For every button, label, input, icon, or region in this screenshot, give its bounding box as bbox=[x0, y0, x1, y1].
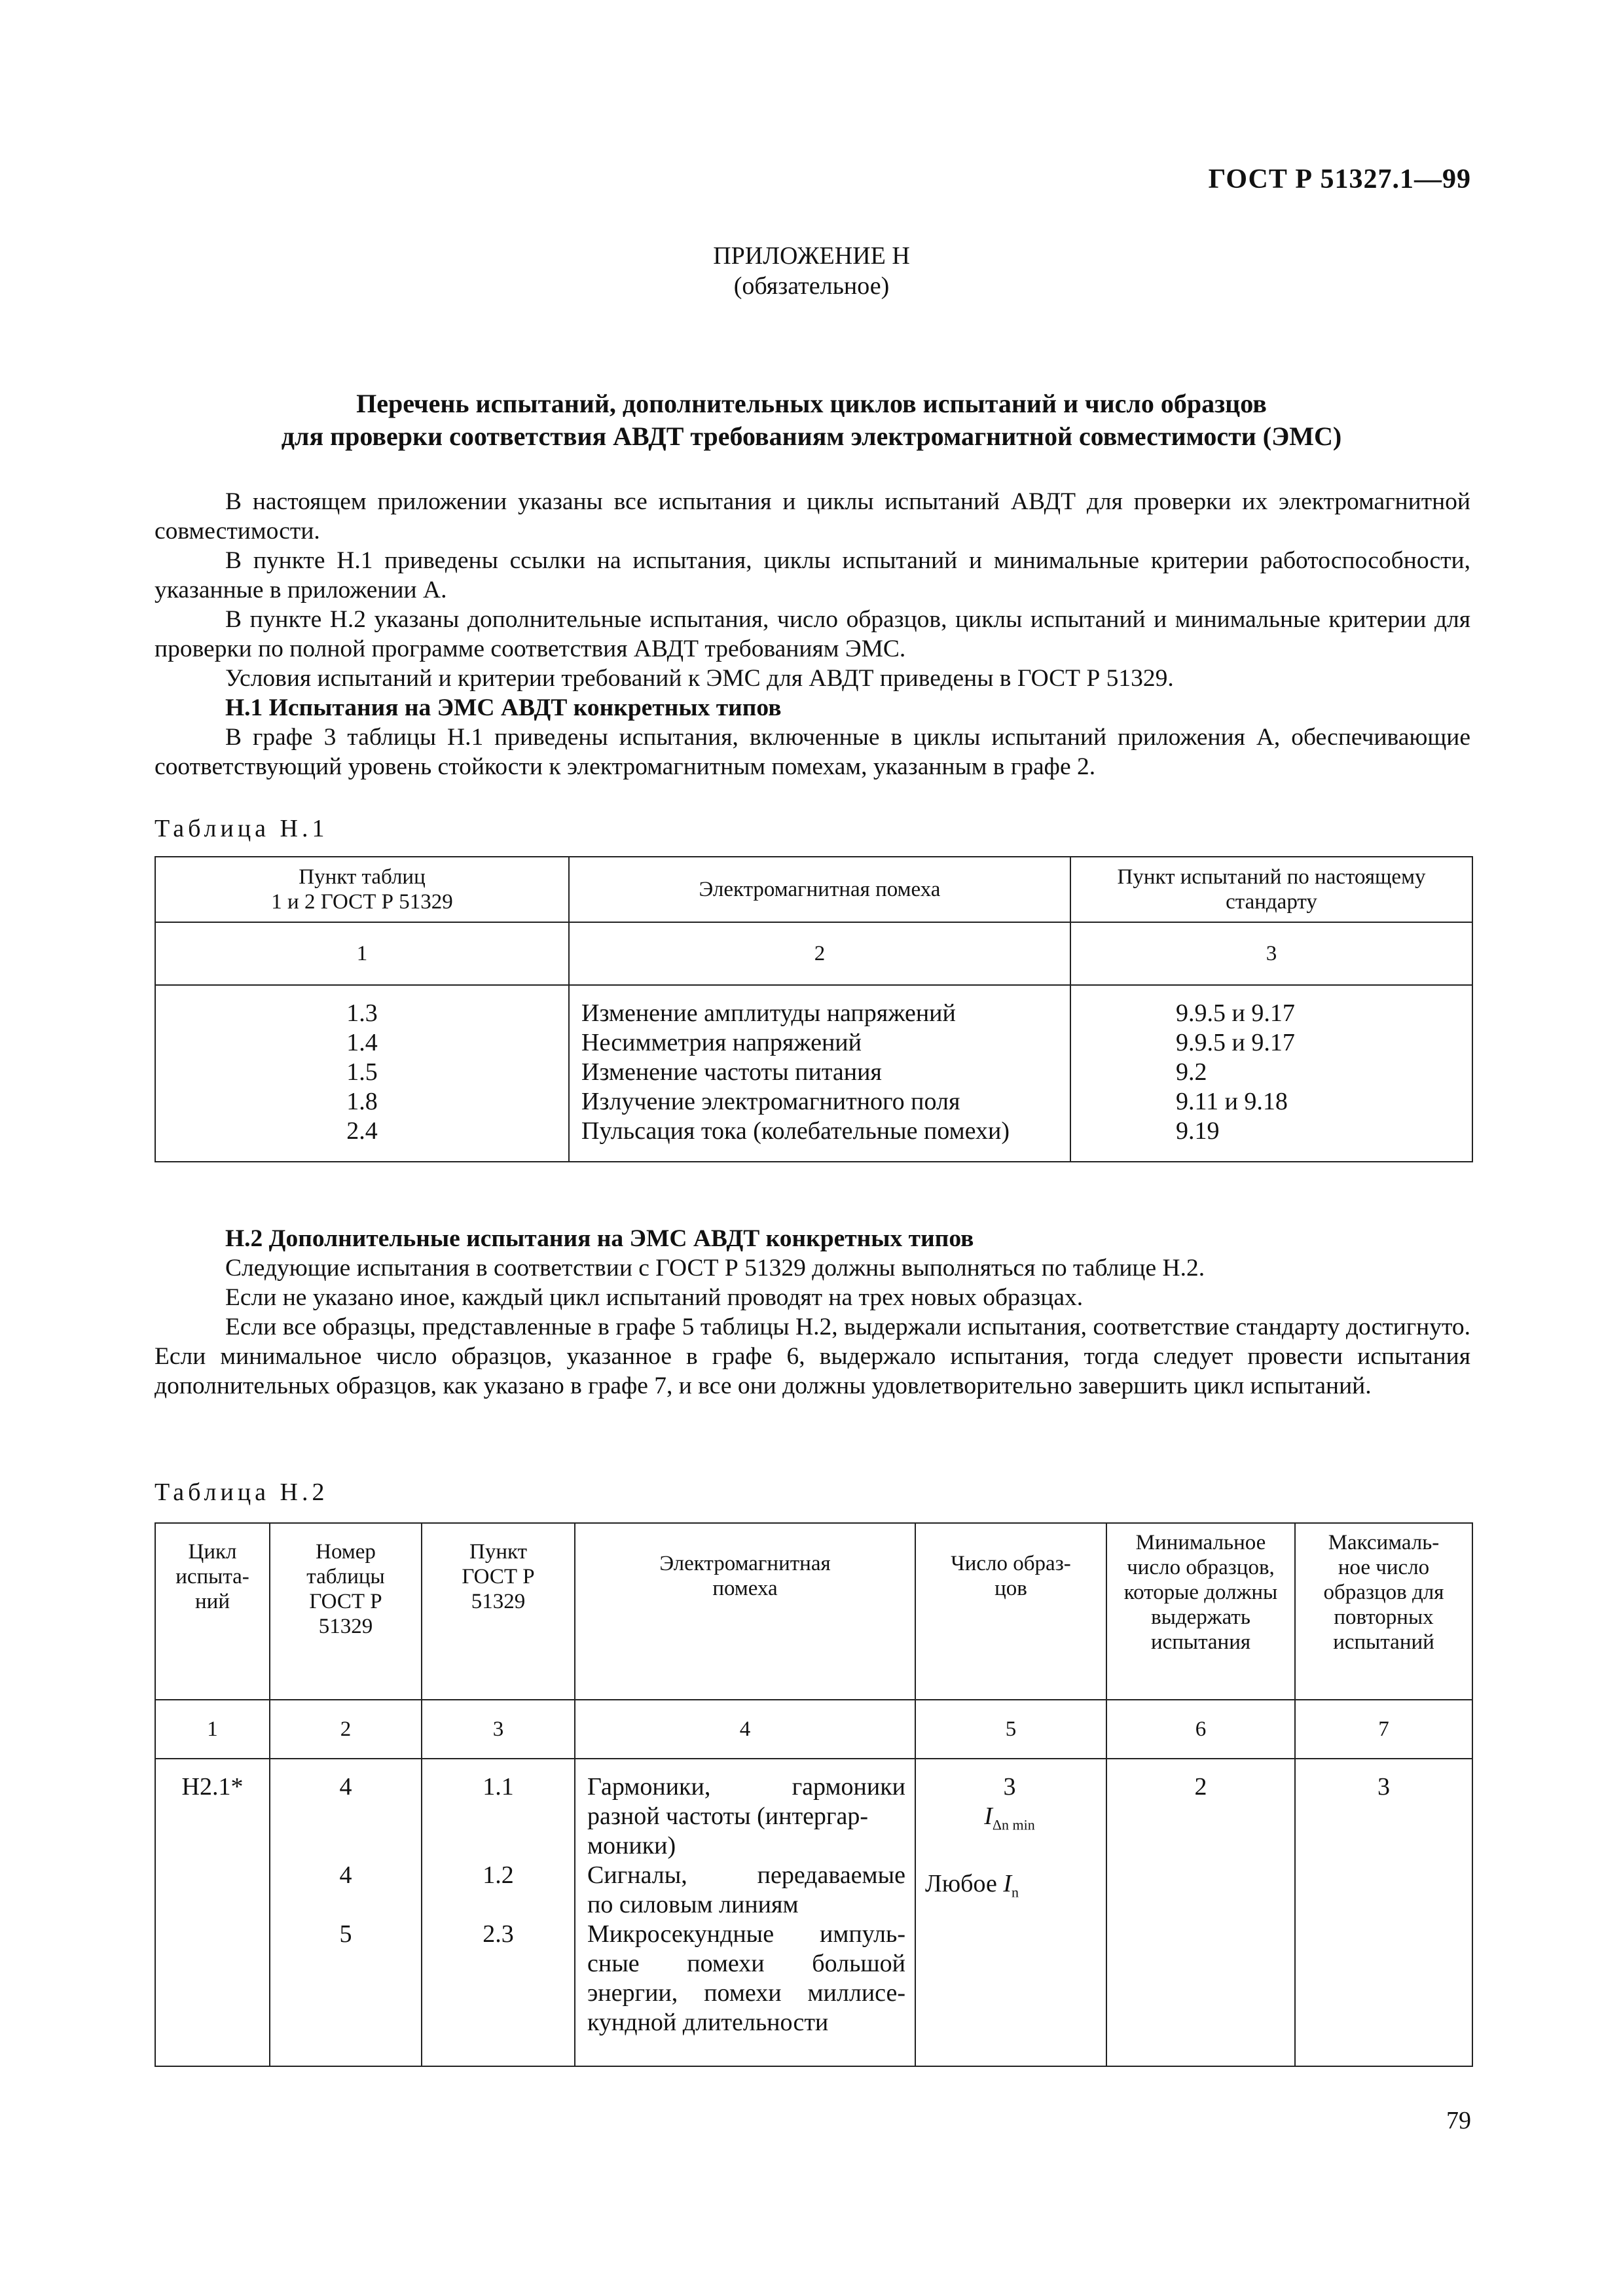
table2-number-cell: 3 bbox=[422, 1700, 575, 1759]
table2-number-cell: 6 bbox=[1106, 1700, 1295, 1759]
table2-number-row bbox=[155, 1700, 1472, 1759]
table1-items-cell bbox=[155, 985, 569, 1162]
table2-header-cell: Минимальное число образцов, которые должны выдержать испытания bbox=[1106, 1523, 1295, 1700]
table-h1 bbox=[155, 856, 1473, 1162]
section-h1-heading: Н.1 Испытания на ЭМС АВДТ конкретных типов bbox=[225, 694, 782, 721]
section-h2-heading: Н.2 Дополнительные испытания на ЭМС АВДТ конкретных типов bbox=[225, 1225, 974, 1252]
intro-paragraph-2: В пункте Н.1 приведены ссылки на испытания, циклы испытаний и минимальные критерии работоспособности, указанные в приложении А. bbox=[155, 547, 1470, 603]
intro-paragraph-1: В настоящем приложении указаны все испытания и циклы испытаний АВДТ для проверки их электромагнитной совместимости. bbox=[155, 488, 1470, 545]
table1-body-row bbox=[155, 985, 1472, 1162]
table2-disturbances-cell: Гармоники, гармоники разной частоты (интергар- моники) Сигналы, передаваемые по силовым линиям Микросекундные импуль- сные помехи большой энергии, помехи миллисе- кундной длительности bbox=[575, 1759, 915, 2066]
table-cell: 9.2 bbox=[1176, 1058, 1207, 1086]
page-number: 79 bbox=[1446, 2107, 1471, 2134]
table2-clauses-cell: 1.1 1.2 2.3 bbox=[422, 1759, 575, 2066]
table-cell: 9.9.5 и 9.17 bbox=[1176, 999, 1295, 1027]
title-line-1: Перечень испытаний, дополнительных циклов испытаний и число образцов bbox=[356, 389, 1267, 418]
table2-max-samples-cell: 3 bbox=[1295, 1759, 1472, 2066]
table2-body-row bbox=[155, 1759, 1472, 2066]
intro-paragraph-3: В пункте Н.2 указаны дополнительные испытания, число образцов, циклы испытаний и минимальные критерии для проверки по полной программе соответствия АВДТ требованиям ЭМС. bbox=[155, 606, 1470, 662]
table1-number-cell: 1 bbox=[155, 922, 569, 985]
section2-paragraph-2: Если не указано иное, каждый цикл испытаний проводят на трех новых образцах. bbox=[225, 1284, 1084, 1311]
table-cell: 9.9.5 и 9.17 bbox=[1176, 1029, 1295, 1056]
table1-header-cell: Пункт таблиц 1 и 2 ГОСТ Р 51329 bbox=[155, 857, 569, 922]
table-cell: Несимметрия напряжений bbox=[581, 1029, 862, 1056]
appendix-title: ПРИЛОЖЕНИЕ Н bbox=[713, 242, 910, 270]
table1-header-cell: Пункт испытаний по настоящему стандарту bbox=[1070, 857, 1472, 922]
document-title bbox=[0, 387, 1623, 453]
table2-header-row bbox=[155, 1523, 1472, 1700]
appendix-status: (обязательное) bbox=[733, 272, 890, 300]
table-cell: Изменение амплитуды напряжений bbox=[581, 999, 956, 1027]
table-cell: 1.5 bbox=[346, 1058, 378, 1086]
table1-header-cell: Электромагнитная помеха bbox=[569, 857, 1070, 922]
title-line-2: для проверки соответствия АВДТ требованиям электромагнитной совместимости (ЭМС) bbox=[281, 422, 1342, 451]
section2-paragraph-3: Если все образцы, представленные в графе 5 таблицы Н.2, выдержали испытания, соответствие стандарту достигнуто. Если минимальное число образцов, указанное в графе 6, выдержало испытания, тогда следует провести испытания дополнительных образцов, как указано в графе 7, и все они должны удовлетворительно завершить цикл испытаний. bbox=[155, 1314, 1470, 1399]
table2-header-cell: Номер таблицы ГОСТ Р 51329 bbox=[270, 1523, 422, 1700]
table-cell: 9.11 и 9.18 bbox=[1176, 1088, 1288, 1115]
table2-samples-cell: 3 $I_{\Delta n min}$ Любое $I_n$ bbox=[915, 1759, 1106, 2066]
intro-paragraph-5: В графе 3 таблицы Н.1 приведены испытания, включенные в циклы испытаний приложения А, обеспечивающие соответствующий уровень стойкости к электромагнитным помехам, указанным в графе 2. bbox=[155, 724, 1470, 780]
table2-header-cell: Максималь- ное число образцов для повторных испытаний bbox=[1295, 1523, 1472, 1700]
appendix-heading bbox=[0, 241, 1623, 301]
table2-header-cell: Электромагнитная помеха bbox=[575, 1523, 915, 1700]
table1-disturbances-cell bbox=[569, 985, 1070, 1162]
intro-text bbox=[155, 487, 1470, 781]
table2-tables-cell: 4 4 5 bbox=[270, 1759, 422, 2066]
table1-header-row bbox=[155, 857, 1472, 922]
table2-header-cell: Цикл испыта- ний bbox=[155, 1523, 270, 1700]
table2-header-cell: Число образ- цов bbox=[915, 1523, 1106, 1700]
table-h2 bbox=[155, 1522, 1473, 2067]
table2-number-cell: 2 bbox=[270, 1700, 422, 1759]
table-cell: 1.3 bbox=[346, 999, 378, 1027]
table-cell: Излучение электромагнитного поля bbox=[581, 1088, 960, 1115]
table1-label: Таблица Н.1 bbox=[155, 815, 329, 842]
table-cell: 1.4 bbox=[346, 1029, 378, 1056]
table-cell: 2.4 bbox=[346, 1117, 378, 1145]
section2-paragraph-1: Следующие испытания в соответствии с ГОСТ Р 51329 должны выполняться по таблице Н.2. bbox=[225, 1255, 1205, 1282]
section2-text bbox=[155, 1224, 1470, 1401]
table1-number-cell: 2 bbox=[569, 922, 1070, 985]
table-cell: 9.19 bbox=[1176, 1117, 1220, 1145]
table1-clauses-cell bbox=[1070, 985, 1472, 1162]
table2-number-cell: 1 bbox=[155, 1700, 270, 1759]
table-cell: Пульсация тока (колебательные помехи) bbox=[581, 1117, 1010, 1145]
table2-min-samples-cell: 2 bbox=[1106, 1759, 1295, 2066]
table-cell: Изменение частоты питания bbox=[581, 1058, 882, 1086]
table2-number-cell: 4 bbox=[575, 1700, 915, 1759]
table2-number-cell: 5 bbox=[915, 1700, 1106, 1759]
table-cell: 1.8 bbox=[346, 1088, 378, 1115]
intro-paragraph-4: Условия испытаний и критерии требований к ЭМС для АВДТ приведены в ГОСТ Р 51329. bbox=[225, 665, 1174, 692]
document-code: ГОСТ Р 51327.1—99 bbox=[1208, 164, 1471, 194]
table2-cycle-cell: Н2.1* bbox=[155, 1759, 270, 2066]
table1-number-row bbox=[155, 922, 1472, 985]
table2-label: Таблица Н.2 bbox=[155, 1479, 329, 1506]
table2-header-cell: Пункт ГОСТ Р 51329 bbox=[422, 1523, 575, 1700]
table2-number-cell: 7 bbox=[1295, 1700, 1472, 1759]
table1-number-cell: 3 bbox=[1070, 922, 1472, 985]
